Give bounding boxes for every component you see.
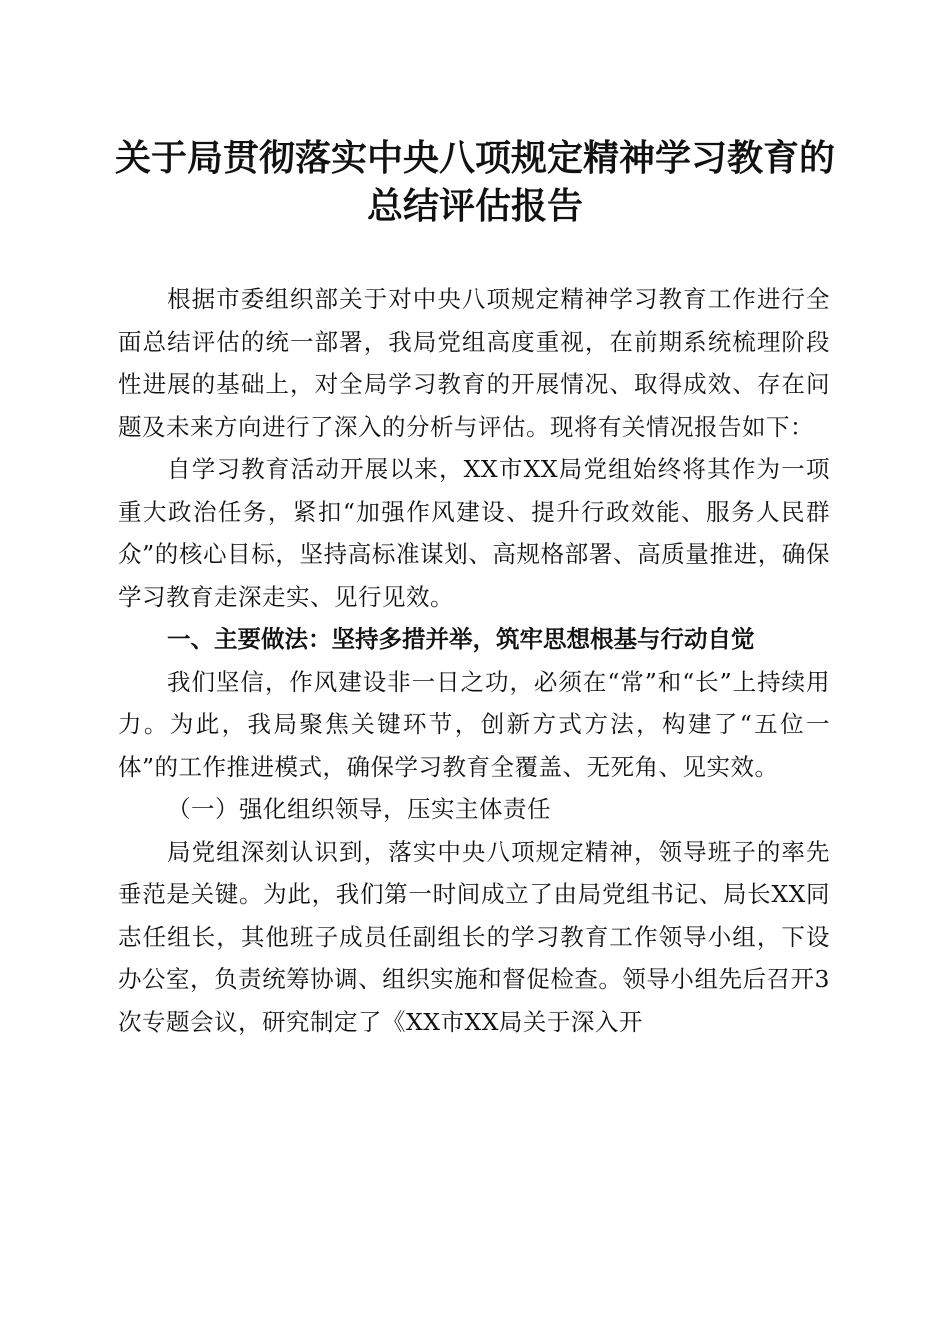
document-title-line-1: 关于局贯彻落实中央八项规定精神学习教育的 [114,137,835,179]
document-title-line-2: 总结评估报告 [366,185,583,227]
overview-paragraph: 自学习教育活动开展以来，XX市XX局党组始终将其作为一项重大政治任务，紧扣“加强作风建设、提升行政效能、服务人民群众”的核心目标，坚持高标准谋划、高规格部署、高质量推进，确保学习教育走深走实、见行见效。 [118,455,830,611]
document-body [118,278,830,1043]
subsection-1-paragraph: 局党组深刻认识到，落实中央八项规定精神，领导班子的率先垂范是关键。为此，我们第一时间成立了由局党组书记、局长XX同志任组长，其他班子成员任副组长的学习教育工作领导小组，下设办公室，负责统筹协调、组织实施和督促检查。领导小组先后召开3次专题会议，研究制定了《XX市XX局关于深入开 [118,837,830,1036]
section-1-paragraph: 我们坚信，作风建设非一日之功，必须在“常”和“长”上持续用力。为此，我局聚焦关键环节，创新方式方法，构建了“五位一体”的工作推进模式，确保学习教育全覆盖、无死角、见实效。 [118,667,830,781]
section-1-heading: 一、主要做法：坚持多措并举，筑牢思想根基与行动自觉 [167,625,755,653]
subsection-1-heading: （一）强化组织领导，压实主体责任 [167,795,551,823]
intro-paragraph: 根据市委组织部关于对中央八项规定精神学习教育工作进行全面总结评估的统一部署，我局党组高度重视，在前期系统梳理阶段性进展的基础上，对全局学习教育的开展情况、取得成效、存在问题及未来方向进行了深入的分析与评估。现将有关情况报告如下： [118,285,830,441]
